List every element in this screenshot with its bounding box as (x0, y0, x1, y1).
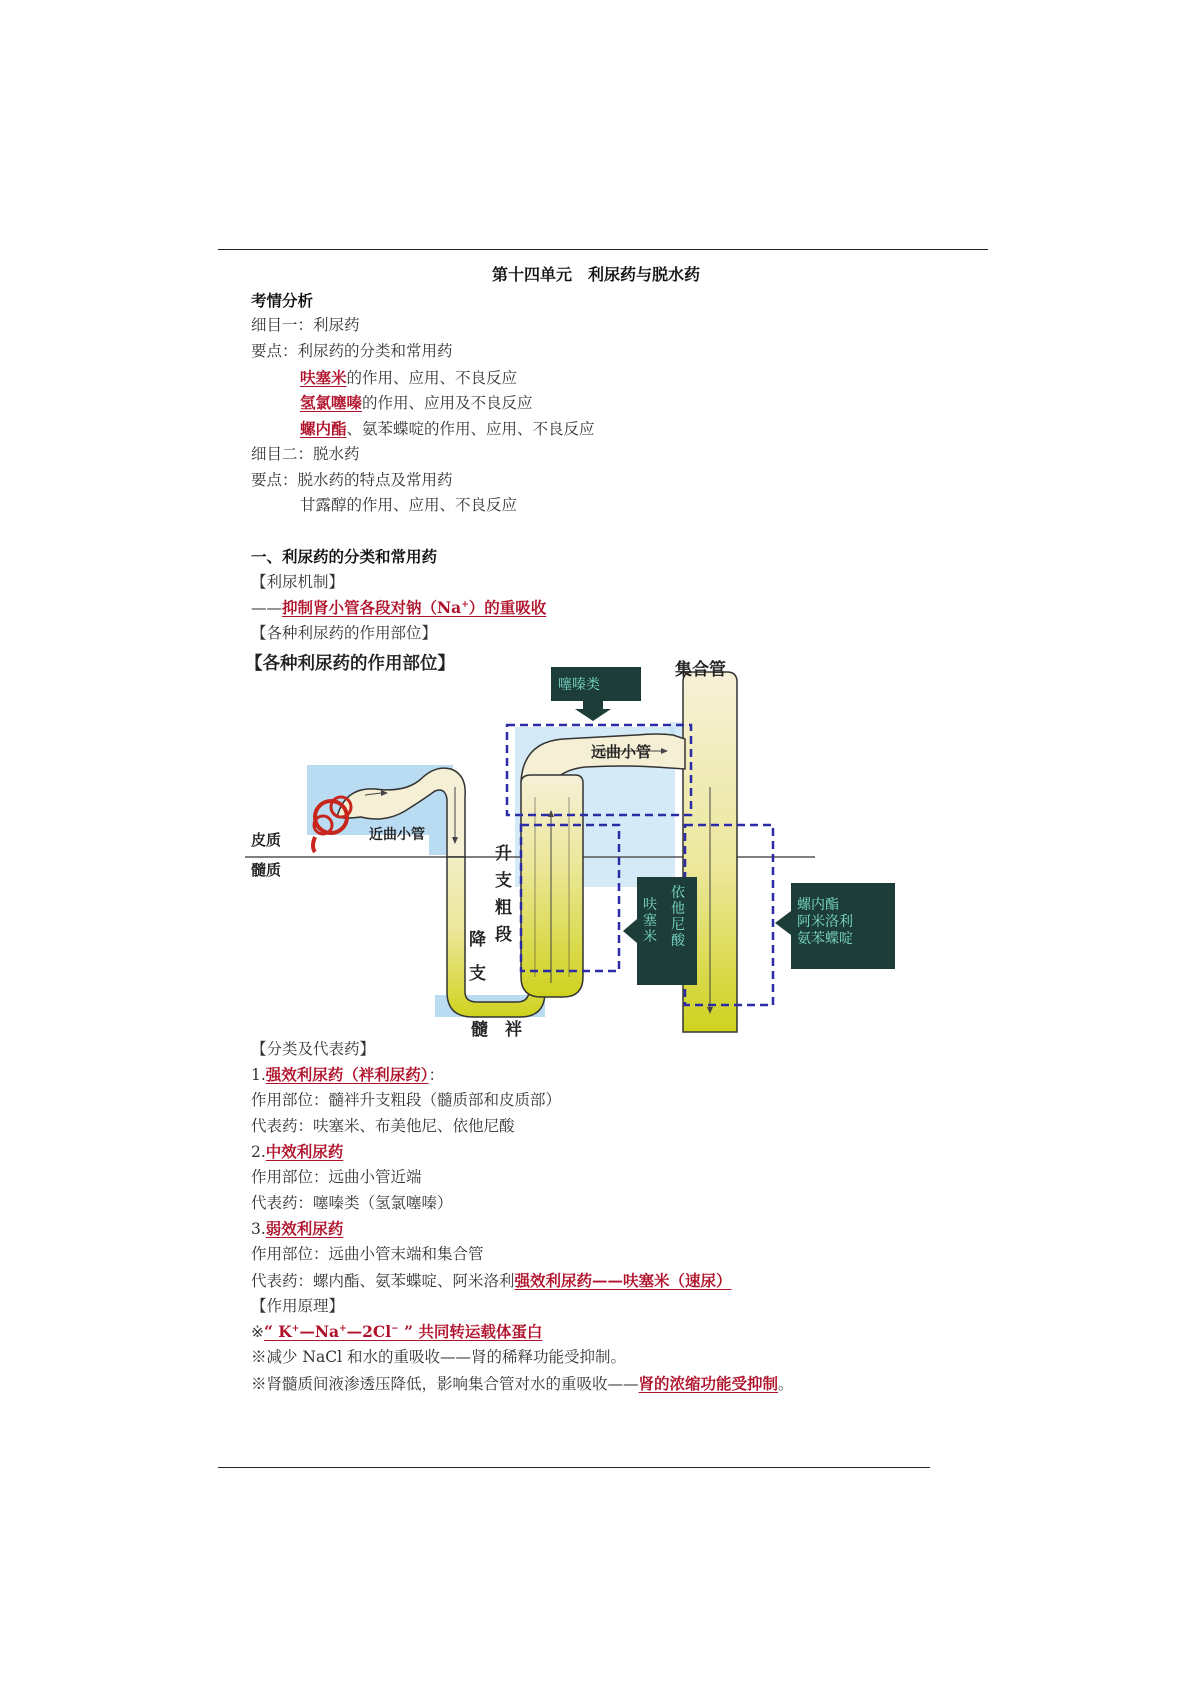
intro-drug3 (251, 416, 971, 442)
mech-pre: 抑制肾小管各段对钠（Na (282, 598, 462, 618)
loop-drug-char: 他 (671, 899, 685, 916)
intro-item1: 细目一：利尿药 (251, 316, 360, 335)
loop-drug-arrow (623, 919, 637, 943)
principle-1-mark: ※ (251, 1323, 264, 1342)
ascending-char: 段 (495, 924, 512, 945)
intro-heading: 考情分析 (251, 290, 314, 310)
loop-drug-char: 依 (671, 883, 685, 900)
p1-sup-k: + (291, 1324, 300, 1335)
class1-drugs: 代表药：呋塞米、布美他尼、依他尼酸 (251, 1116, 515, 1135)
class2-drugs: 代表药：噻嗪类（氢氯噻嗪） (251, 1193, 453, 1212)
class1-num: 1. (251, 1066, 266, 1085)
class3-drugs-red: 强效利尿药——呋塞米（速尿） (514, 1270, 732, 1290)
medulla-label: 髓质 (251, 860, 282, 879)
drug3-rest: 、氨苯蝶啶的作用、应用、不良反应 (346, 420, 595, 439)
proximal-label: 近曲小管 (369, 826, 425, 843)
ascending-label (494, 843, 518, 945)
document-body (245, 262, 971, 1396)
class3-title (251, 1216, 971, 1242)
drug2-rest: 的作用、应用及不良反应 (362, 394, 533, 413)
loop-drug-char: 尼 (671, 915, 685, 932)
collecting-duct-label: 集合管 (675, 659, 726, 680)
mech-emphasis (282, 598, 546, 617)
k-sparing-item: 螺内酯 (797, 895, 839, 912)
class1-name: 强效利尿药（袢利尿药） (265, 1065, 429, 1085)
intro-point1: 要点：利尿药的分类和常用药 (251, 342, 453, 361)
class2-title (251, 1139, 971, 1165)
principle-1-emphasis (264, 1322, 542, 1341)
intro-point2: 要点：脱水药的特点及常用药 (251, 470, 453, 489)
class1-title (251, 1062, 971, 1088)
mech-sup: + (461, 600, 469, 611)
k-sparing-arrow (775, 911, 791, 935)
descending-char: 支 (469, 963, 486, 984)
ascending-char: 支 (495, 870, 512, 891)
p1-na: —Na (299, 1322, 340, 1342)
drug1-rest: 的作用、应用、不良反应 (346, 368, 518, 387)
class1-site: 作用部位：髓袢升支粗段（髓质部和皮质部） (251, 1091, 562, 1109)
cortex-label: 皮质 (251, 830, 282, 849)
p1-sup-cl: − (391, 1324, 399, 1335)
intro-drug2 (251, 390, 971, 416)
header-rule (218, 249, 988, 250)
thiazide-arrow (575, 701, 611, 721)
class3-site: 作用部位：远曲小管末端和集合管 (251, 1245, 484, 1264)
p1-cl: —2Cl (346, 1322, 392, 1342)
mech-text (251, 595, 971, 621)
class2-num: 2. (251, 1143, 266, 1162)
figure-title: 【各种利尿药的作用部位】 (245, 653, 455, 674)
principle-2: ※减少 NaCl 和水的重吸收——肾的稀释功能受抑制。 (251, 1347, 626, 1366)
ascending-char: 粗 (495, 897, 512, 918)
principle-3-red: 肾的浓缩功能受抑制 (638, 1373, 779, 1393)
class2-name: 中效利尿药 (265, 1142, 344, 1162)
class3-name: 弱效利尿药 (265, 1219, 344, 1239)
loop-label: 髓 袢 (471, 1019, 522, 1037)
k-sparing-item: 氨苯蝶啶 (797, 929, 853, 946)
section1-heading: 一、利尿药的分类和常用药 (251, 546, 438, 566)
distal-label: 远曲小管 (591, 742, 652, 761)
mech-dash: —— (251, 599, 282, 618)
loop-drug-char: 呋 (643, 895, 657, 912)
p1-sup-na: + (339, 1324, 347, 1335)
mech-post: ）的重吸收 (468, 598, 547, 618)
principle-label: 【作用原理】 (251, 1296, 345, 1315)
drug3-name: 螺内酯 (300, 419, 347, 439)
principle-1 (251, 1319, 971, 1345)
intro-point2-sub: 甘露醇的作用、应用、不良反应 (300, 496, 518, 515)
loop-drug-char: 米 (643, 927, 657, 944)
class2-site: 作用部位：远曲小管近端 (251, 1168, 422, 1187)
class3-drugs (251, 1268, 971, 1294)
loop-drug-char: 塞 (643, 911, 657, 928)
loop-drug-char: 酸 (671, 931, 685, 948)
class1-colon: ： (428, 1066, 445, 1085)
principle-3-pre: ※肾髓质间液渗透压降低，影响集合管对水的重吸收—— (251, 1374, 639, 1393)
ascending-limb (521, 775, 583, 997)
mech-label: 【利尿机制】 (251, 572, 345, 591)
class-label: 【分类及代表药】 (251, 1039, 376, 1058)
drug1-name: 呋塞米 (300, 367, 347, 387)
descending-label (469, 929, 492, 984)
footer-rule (218, 1467, 930, 1468)
drug2-name: 氢氯噻嗪 (300, 393, 363, 413)
descending-char: 降 (469, 929, 486, 950)
p1-tail: ” 共同转运载体蛋白 (398, 1322, 543, 1342)
class3-drugs-text: 代表药：螺内酯、氨苯蝶啶、阿米洛利 (251, 1271, 515, 1290)
thiazide-label: 噻嗪类 (558, 675, 600, 692)
ascending-char: 升 (495, 843, 512, 864)
principle-3 (251, 1371, 971, 1397)
principle-3-end: 。 (778, 1374, 794, 1393)
nephron-diagram (245, 647, 935, 1037)
nephron-figure (245, 647, 935, 1037)
k-sparing-item: 阿米洛利 (797, 912, 853, 929)
intro-item2: 细目二：脱水药 (251, 444, 360, 463)
p1-k: “ K (264, 1322, 292, 1342)
intro-drug1 (251, 365, 971, 391)
page-title: 第十四单元 利尿药与脱水药 (491, 265, 700, 284)
site-label: 【各种利尿药的作用部位】 (251, 623, 438, 642)
class3-num: 3. (251, 1220, 266, 1239)
